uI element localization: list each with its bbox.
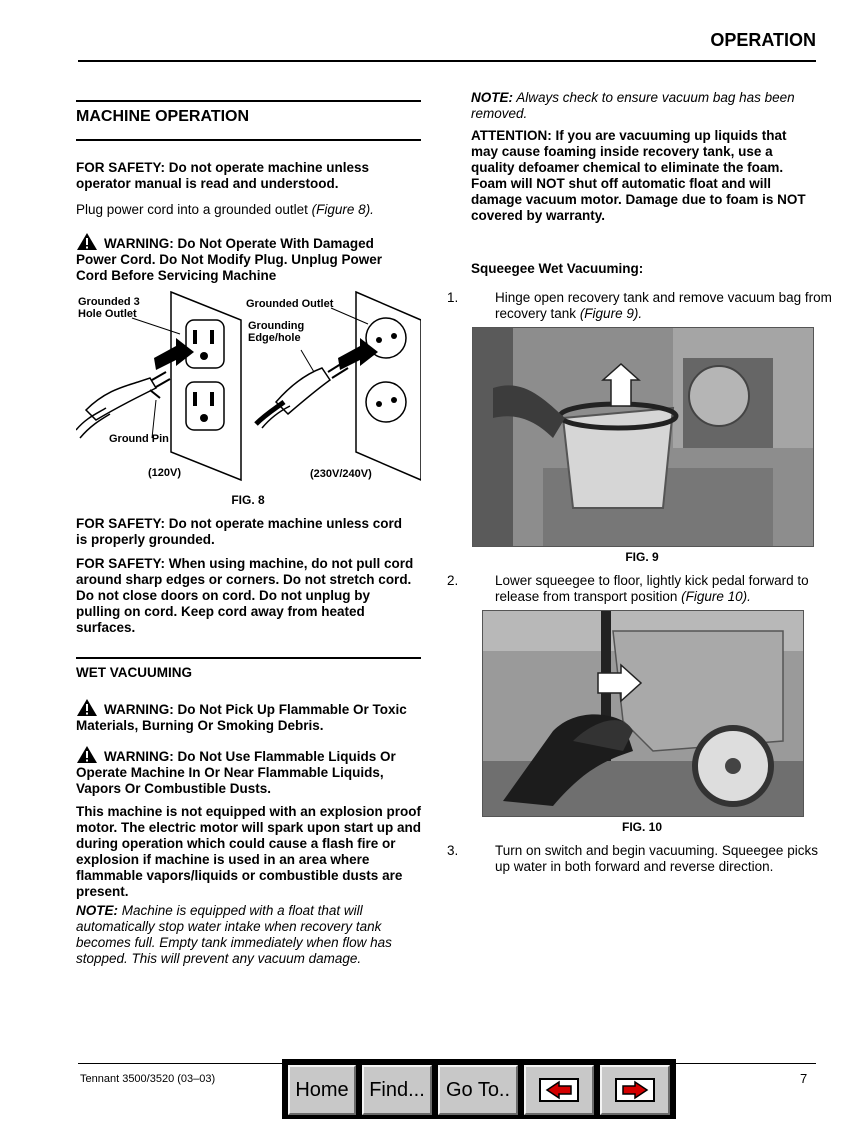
previous-page-button[interactable] <box>524 1065 594 1115</box>
warning-icon <box>76 232 98 251</box>
safety-note-2: FOR SAFETY: Do not operate machine unless cord is properly grounded. <box>76 516 403 547</box>
page-number: 7 <box>800 1071 808 1086</box>
label-ground-pin: Ground Pin <box>109 433 169 445</box>
go-to-button[interactable]: Go To.. <box>438 1065 518 1115</box>
figure-9-photo <box>472 327 814 547</box>
section-rule <box>76 100 421 102</box>
step-3-number: 3. <box>447 843 459 858</box>
step-3-text: Turn on switch and begin vacuuming. Squeegee picks up water in both forward and reverse direction. <box>495 843 818 874</box>
label-230v: (230V/240V) <box>310 468 372 480</box>
vacuum-bag-photo <box>473 328 813 546</box>
warning-2-text: WARNING: Do Not Pick Up Flammable Or Toxic Materials, Burning Or Smoking Debris. <box>76 702 407 733</box>
warning-3 <box>76 745 421 797</box>
warning-1-text: WARNING: Do Not Operate With Damaged Power Cord. Do Not Modify Plug. Unplug Power Cord Before Servicing Machine <box>76 236 382 283</box>
squeegee-title: Squeegee Wet Vacuuming: <box>471 261 644 276</box>
label-120v: (120V) <box>148 467 182 479</box>
find-button[interactable]: Find... <box>362 1065 432 1115</box>
warning-icon <box>76 698 98 717</box>
note-label: NOTE: <box>76 903 118 918</box>
warning-2 <box>76 698 416 734</box>
step-2-text: Lower squeegee to floor, lightly kick pedal forward to release from transport position <box>495 573 809 604</box>
section-title-wet-vacuuming: WET VACUUMING <box>76 665 192 680</box>
step-1 <box>447 290 835 322</box>
step-1-text: Hinge open recovery tank and remove vacuum bag from recovery tank <box>495 290 832 321</box>
footer-doc-id: Tennant 3500/3520 (03–03) <box>80 1073 216 1085</box>
section-title-machine-operation: MACHINE OPERATION <box>76 108 250 125</box>
note-text: Always check to ensure vacuum bag has been removed. <box>471 90 795 121</box>
note-text: Machine is equipped with a float that will automatically stop water intake when recovery tank becomes full. Empty tank immediately when flow has stopped. This will prevent any vacuum damage. <box>76 903 392 966</box>
squeegee-pedal-photo <box>483 611 803 816</box>
plug-text: Plug power cord into a grounded outlet <box>76 202 308 217</box>
safety-note-1: FOR SAFETY: Do not operate machine unless operator manual is read and understood. <box>76 160 370 191</box>
next-page-button[interactable] <box>600 1065 670 1115</box>
step-2-ref: (Figure 10). <box>681 589 751 604</box>
explosion-warning: This machine is not equipped with an explosion proof motor. The electric motor will spark upon start up and during operation which could cause a flash fire or explosion if machine is used in an area where flammable vapors/liquids or combustible dusts are present. <box>76 804 422 899</box>
label-grounded-3-hole-outlet: Grounded 3 Hole Outlet <box>78 296 140 320</box>
float-note <box>76 903 416 967</box>
step-2-number: 2. <box>447 573 459 588</box>
warning-icon <box>76 745 98 764</box>
plug-figure-ref: (Figure 8). <box>311 202 374 217</box>
figure-10-caption: FIG. 10 <box>621 820 662 834</box>
header-rule <box>78 60 816 62</box>
figure-8-caption: FIG. 8 <box>231 493 265 507</box>
note-label: NOTE: <box>471 90 513 105</box>
safety-note-3: FOR SAFETY: When using machine, do not pull cord around sharp edges or corners. Do not stretch cord. Do not close doors on cord. Do not unplug by pulling on cord. Keep cord away from heated surfaces. <box>76 556 414 635</box>
page-header-title: OPERATION <box>710 30 816 50</box>
figure-10-photo <box>482 610 804 817</box>
vacuum-bag-note <box>471 90 801 122</box>
home-button[interactable]: Home <box>288 1065 356 1115</box>
step-3 <box>447 843 835 875</box>
arrow-right-icon <box>615 1078 655 1102</box>
label-grounding-edge: Grounding Edge/hole <box>248 320 305 344</box>
step-2 <box>447 573 840 605</box>
warning-3-text: WARNING: Do Not Use Flammable Liquids Or Operate Machine In Or Near Flammable Liquids, Vapors Or Combustible Dusts. <box>76 749 396 796</box>
step-1-ref: (Figure 9). <box>579 306 643 321</box>
step-1-number: 1. <box>447 290 459 305</box>
section-rule <box>76 657 421 659</box>
plug-instruction <box>76 202 421 218</box>
arrow-left-icon <box>539 1078 579 1102</box>
attention-note: ATTENTION: If you are vacuuming up liquids that may cause foaming inside recovery tank, use a quality defoamer chemical to eliminate the foam. Foam will NOT shut off automatic float and will damage vacuum motor. Damage due to foam is NOT covered by warranty. <box>471 128 806 223</box>
navigation-bar <box>282 1059 676 1119</box>
figure-9-caption: FIG. 9 <box>625 550 659 564</box>
label-grounded-outlet: Grounded Outlet <box>246 298 334 310</box>
section-rule <box>76 139 421 141</box>
figure-8 <box>76 290 421 490</box>
warning-1 <box>76 232 416 284</box>
